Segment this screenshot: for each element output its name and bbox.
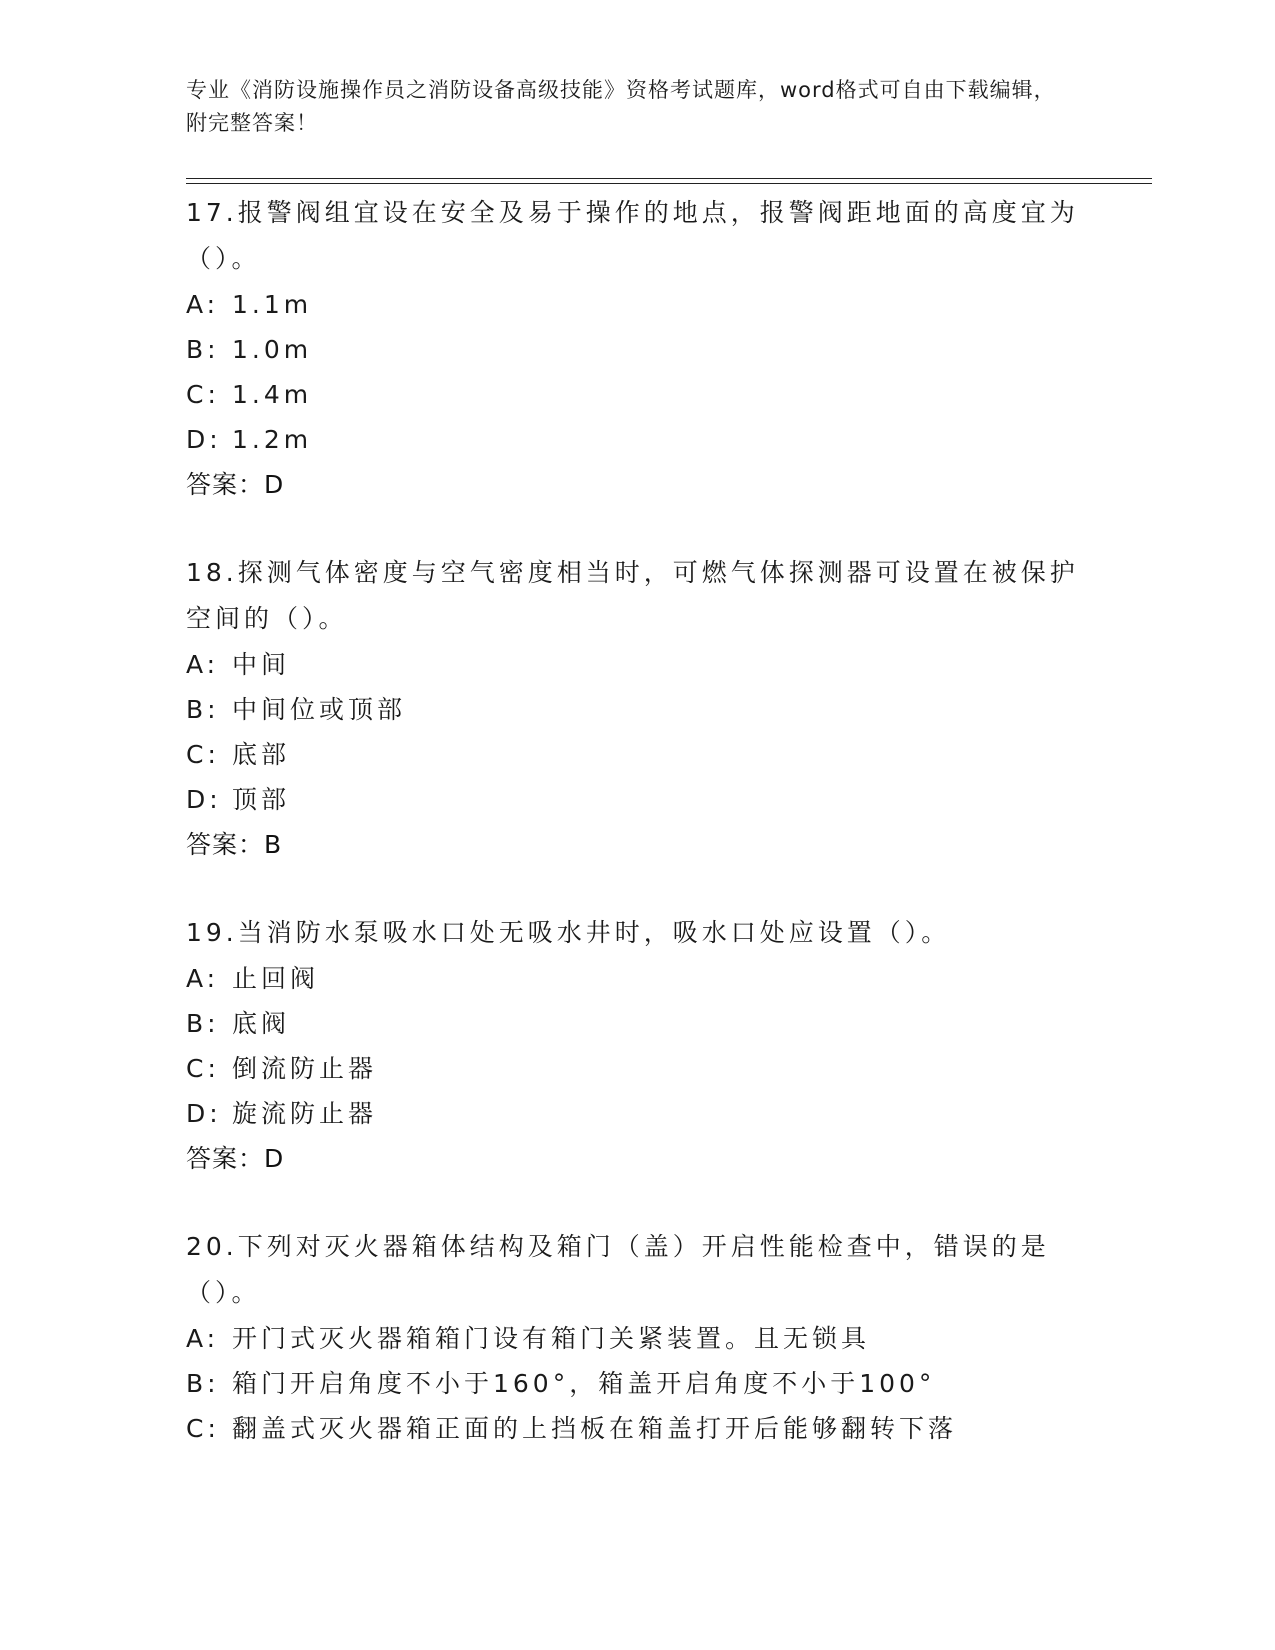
option-text: 翻盖式灭火器箱正面的上挡板在箱盖打开后能够翻转下落: [232, 1414, 958, 1443]
option-c: [186, 732, 1086, 777]
option-d: [186, 777, 1086, 822]
question-17: [186, 190, 1086, 508]
option-letter: C:: [186, 1414, 220, 1443]
header-divider-bottom: [186, 183, 1152, 184]
option-text: 中间位或顶部: [232, 695, 407, 724]
option-letter: A:: [186, 1324, 220, 1353]
option-letter: A:: [186, 290, 220, 319]
question-list: [186, 190, 1086, 1493]
option-d: [186, 417, 1086, 462]
option-a: [186, 642, 1086, 687]
option-letter: D:: [186, 785, 222, 814]
option-c: [186, 1406, 1086, 1451]
answer-line: 答案：D: [186, 1144, 285, 1173]
option-b: [186, 1001, 1086, 1046]
option-c: [186, 1046, 1086, 1091]
option-a: [186, 1316, 1086, 1361]
option-letter: B:: [186, 1009, 220, 1038]
option-c: [186, 372, 1086, 417]
question-stem: 19.当消防水泵吸水口处无吸水井时，吸水口处应设置（）。: [186, 918, 951, 947]
option-a: [186, 956, 1086, 1001]
question-18: [186, 550, 1086, 868]
question-stem: 17.报警阀组宜设在安全及易于操作的地点，报警阀距地面的高度宜为（）。: [186, 198, 1079, 273]
option-text: 1.4m: [232, 380, 313, 409]
option-text: 1.1m: [232, 290, 313, 319]
option-letter: C:: [186, 380, 220, 409]
option-text: 箱门开启角度不小于160°，箱盖开启角度不小于100°: [232, 1369, 936, 1398]
option-letter: D:: [186, 425, 222, 454]
option-letter: D:: [186, 1099, 222, 1128]
question-19: [186, 910, 1086, 1182]
header-divider-top: [186, 178, 1152, 179]
option-a: [186, 282, 1086, 327]
option-letter: B:: [186, 335, 220, 364]
answer-line: 答案：D: [186, 470, 285, 499]
option-b: [186, 687, 1086, 732]
option-letter: B:: [186, 695, 220, 724]
option-b: [186, 327, 1086, 372]
option-letter: A:: [186, 964, 220, 993]
option-text: 倒流防止器: [232, 1054, 378, 1083]
question-20: [186, 1224, 1086, 1451]
option-text: 开门式灭火器箱箱门设有箱门关紧装置。且无锁具: [232, 1324, 871, 1353]
option-text: 旋流防止器: [232, 1099, 378, 1128]
option-text: 底阀: [232, 1009, 291, 1038]
answer-line: 答案：B: [186, 830, 283, 859]
option-text: 1.2m: [232, 425, 313, 454]
option-letter: C:: [186, 1054, 220, 1083]
option-text: 底部: [232, 740, 291, 769]
option-text: 止回阀: [232, 964, 320, 993]
option-d: [186, 1091, 1086, 1136]
document-intro: 专业《消防设施操作员之消防设备高级技能》资格考试题库，word格式可自由下载编辑，附完整答案！: [186, 78, 1056, 135]
option-text: 中间: [232, 650, 291, 679]
question-stem: 18.探测气体密度与空气密度相当时，可燃气体探测器可设置在被保护空间的（）。: [186, 558, 1079, 633]
option-text: 1.0m: [232, 335, 313, 364]
option-b: [186, 1361, 1086, 1406]
option-letter: C:: [186, 740, 220, 769]
option-text: 顶部: [232, 785, 291, 814]
option-letter: B:: [186, 1369, 220, 1398]
question-stem: 20.下列对灭火器箱体结构及箱门（盖）开启性能检查中，错误的是（）。: [186, 1232, 1050, 1307]
option-letter: A:: [186, 650, 220, 679]
